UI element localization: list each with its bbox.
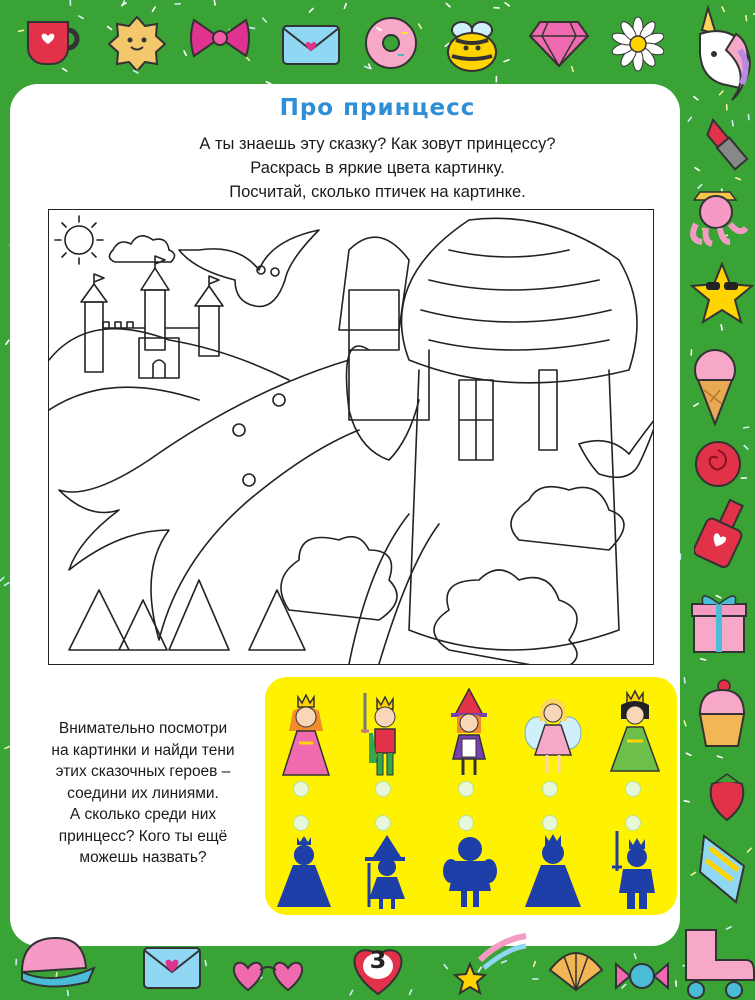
prince-sword-silhouette-icon[interactable] bbox=[605, 831, 665, 909]
candy-icon bbox=[696, 830, 752, 908]
bow-icon bbox=[188, 12, 252, 68]
gift-icon bbox=[688, 590, 750, 656]
octopus-icon bbox=[684, 184, 750, 248]
cupcake-icon bbox=[694, 678, 750, 750]
connection-dot-bottom-1[interactable] bbox=[293, 815, 309, 831]
task-line: А сколько среди них bbox=[69, 806, 217, 823]
lipstick-icon bbox=[700, 116, 750, 174]
tower-drawing bbox=[339, 218, 637, 650]
task-line: соедини их линиями. bbox=[67, 784, 219, 802]
starfish-icon bbox=[690, 260, 754, 324]
daisy-icon bbox=[610, 16, 666, 72]
connection-dot-top-5[interactable] bbox=[625, 781, 641, 797]
cloud-drawing bbox=[109, 236, 174, 262]
princess-drawing bbox=[59, 346, 419, 640]
connection-dot-bottom-5[interactable] bbox=[625, 815, 641, 831]
donut-icon bbox=[362, 14, 420, 72]
task-line: принцесс? Кого ты ещё bbox=[58, 827, 228, 845]
coloring-picture-rapunzel-tower[interactable] bbox=[48, 209, 654, 665]
intro-line: Посчитай, сколько птичек на картинке. bbox=[229, 183, 526, 201]
witch-silhouette-icon[interactable] bbox=[357, 833, 415, 909]
dove-drawing bbox=[579, 414, 654, 477]
cookie-icon bbox=[108, 14, 166, 70]
wrapped-candy-icon bbox=[612, 954, 672, 998]
task-line: можешь назвать? bbox=[79, 849, 207, 866]
princess-crown-silhouette-icon[interactable] bbox=[523, 833, 583, 909]
task-line: на картинки и найди тени bbox=[51, 741, 235, 759]
nail-polish-icon bbox=[694, 496, 750, 574]
task-text bbox=[18, 718, 268, 869]
owl-drawing bbox=[179, 230, 319, 306]
rose-icon bbox=[690, 436, 746, 492]
princess-green-dress-icon[interactable] bbox=[605, 687, 665, 779]
connection-dot-bottom-2[interactable] bbox=[375, 815, 391, 831]
envelope-icon bbox=[280, 20, 342, 70]
letter-icon bbox=[140, 940, 204, 994]
prince-with-sword-icon[interactable] bbox=[357, 689, 415, 779]
shooting-star-icon bbox=[450, 930, 530, 996]
connection-dot-top-4[interactable] bbox=[542, 781, 558, 797]
princess-silhouette-icon[interactable] bbox=[275, 835, 333, 909]
princess-pink-dress-icon[interactable] bbox=[277, 691, 335, 779]
heart-glasses-icon bbox=[228, 952, 310, 994]
intro-line: А ты знаешь эту сказку? Как зовут принцессу? bbox=[199, 135, 556, 153]
unicorn-icon bbox=[678, 4, 755, 104]
task-line: Внимательно посмотри bbox=[58, 720, 228, 737]
castle-drawing bbox=[81, 256, 223, 378]
page-title: Про принцесс bbox=[279, 95, 476, 121]
fairy-with-wings-icon[interactable] bbox=[523, 687, 583, 779]
connection-dot-top-1[interactable] bbox=[293, 781, 309, 797]
girl-witch-hat-icon[interactable] bbox=[441, 687, 497, 779]
roller-skate-icon bbox=[676, 920, 755, 1000]
page-number-text: 3 bbox=[369, 946, 387, 974]
intro-text bbox=[0, 132, 755, 204]
intro-line: Раскрась в яркие цвета картинку. bbox=[250, 159, 505, 177]
page-number bbox=[347, 938, 409, 998]
ice-cream-icon bbox=[688, 346, 742, 428]
girl-silhouette-icon[interactable] bbox=[441, 835, 499, 909]
connection-dot-bottom-4[interactable] bbox=[542, 815, 558, 831]
connection-dot-bottom-3[interactable] bbox=[458, 815, 474, 831]
strawberry-icon bbox=[704, 770, 750, 822]
connection-dot-top-3[interactable] bbox=[458, 781, 474, 797]
cap-icon bbox=[14, 930, 96, 994]
task-line: этих сказочных героев – bbox=[55, 763, 231, 780]
connection-dot-top-2[interactable] bbox=[375, 781, 391, 797]
shell-icon bbox=[546, 946, 606, 996]
bee-icon bbox=[440, 16, 504, 74]
matching-puzzle-panel bbox=[265, 677, 677, 915]
sun-drawing bbox=[55, 216, 103, 264]
teacup-icon bbox=[22, 12, 84, 70]
gem-icon bbox=[528, 18, 590, 70]
